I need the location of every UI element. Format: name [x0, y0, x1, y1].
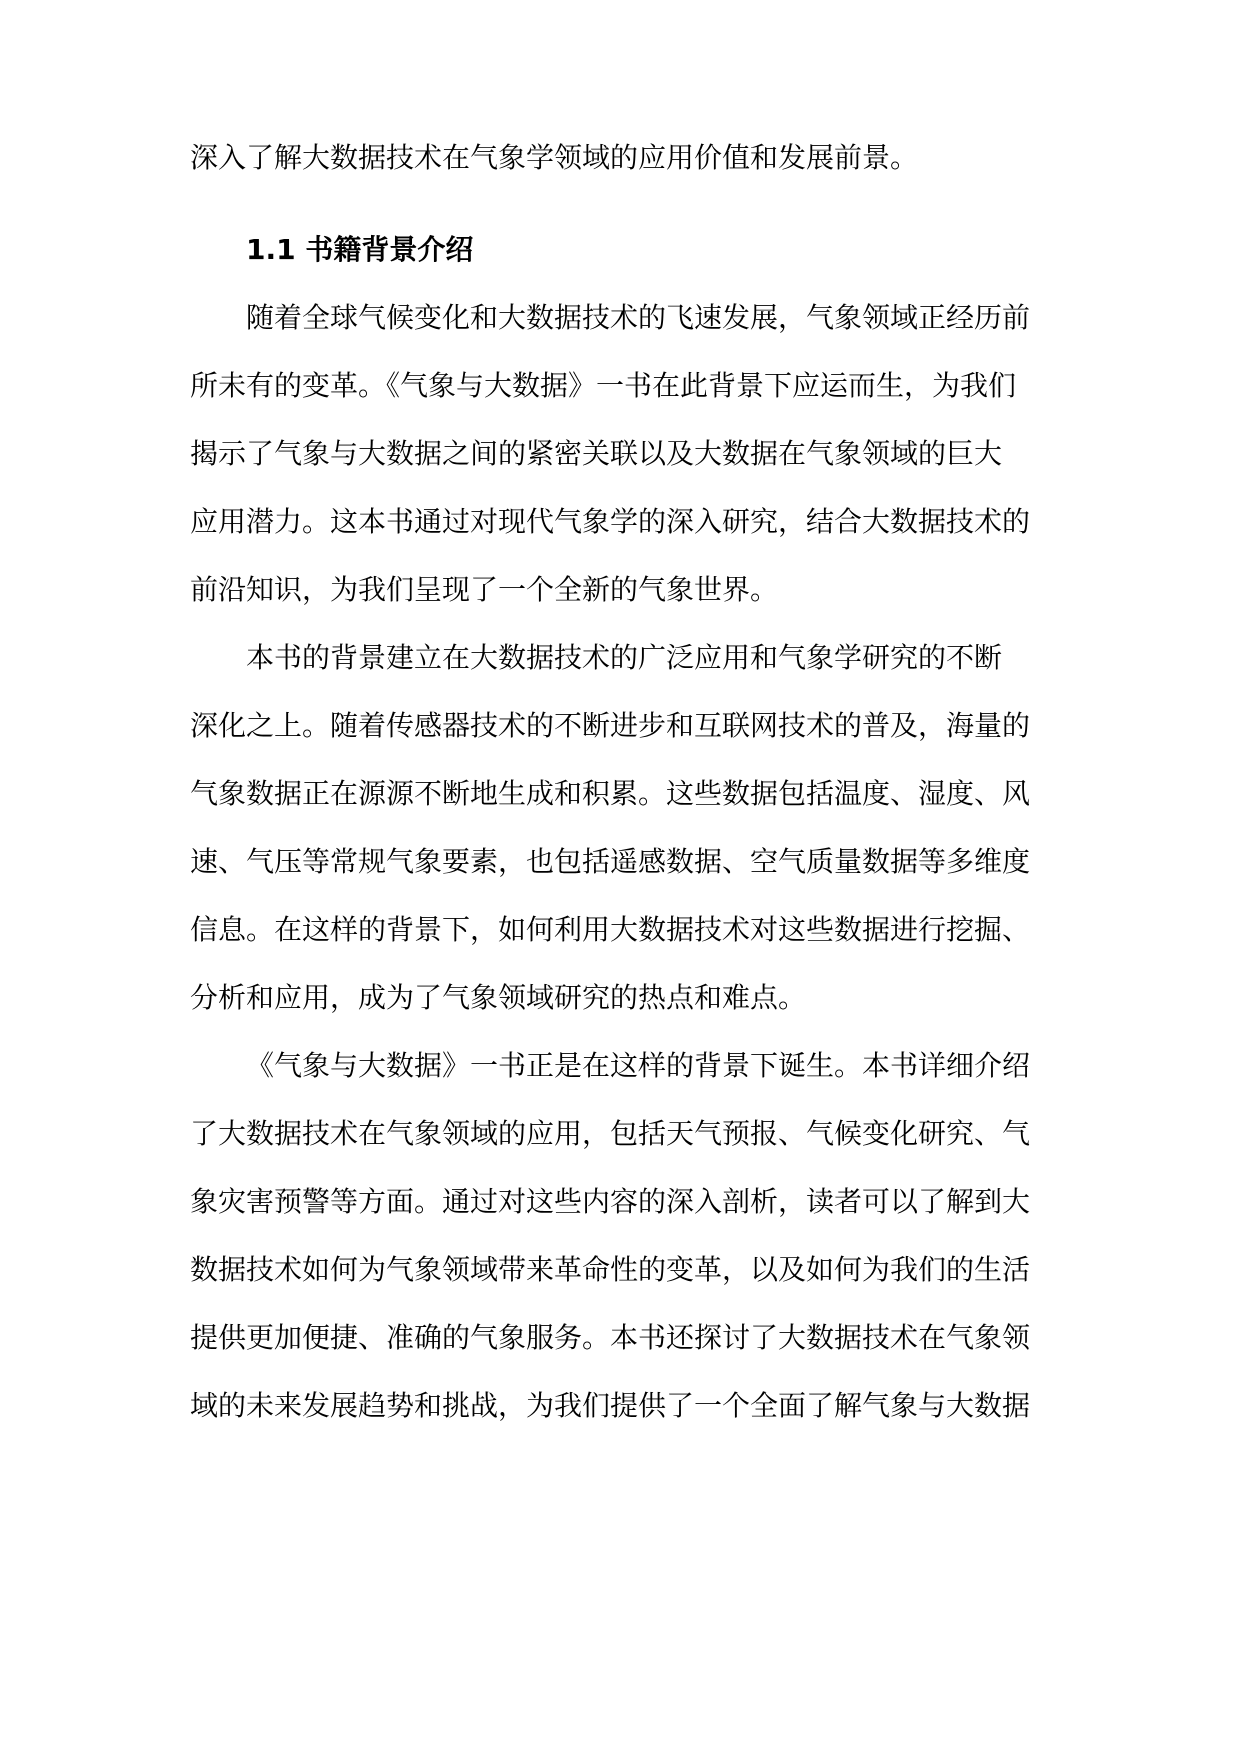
paragraph-2-line-4: 速、气压等常规气象要素，也包括遥感数据、空气质量数据等多维度 [190, 845, 1031, 878]
paragraph-2-line-5: 信息。在这样的背景下，如何利用大数据技术对这些数据进行挖掘、 [190, 913, 1031, 946]
body-text-line: 深入了解大数据技术在气象学领域的应用价值和发展前景。 [190, 141, 919, 174]
paragraph-3-line-5: 提供更加便捷、准确的气象服务。本书还探讨了大数据技术在气象领 [190, 1321, 1031, 1354]
paragraph-1-line-1: 随着全球气候变化和大数据技术的飞速发展，气象领域正经历前 [246, 301, 1031, 334]
paragraph-2-line-2: 深化之上。随着传感器技术的不断进步和互联网技术的普及，海量的 [190, 709, 1031, 742]
paragraph-2-line-3: 气象数据正在源源不断地生成和积累。这些数据包括温度、湿度、风 [190, 777, 1031, 810]
section-heading: 1.1 书籍背景介绍 [246, 233, 474, 266]
paragraph-1-line-2: 所未有的变革。《气象与大数据》一书在此背景下应运而生，为我们 [190, 369, 1017, 402]
paragraph-1-line-5: 前沿知识，为我们呈现了一个全新的气象世界。 [190, 573, 779, 606]
paragraph-3-line-6: 域的未来发展趋势和挑战，为我们提供了一个全面了解气象与大数据 [190, 1389, 1031, 1422]
paragraph-1-line-3: 揭示了气象与大数据之间的紧密关联以及大数据在气象领域的巨大 [190, 437, 1003, 470]
paragraph-3-line-1: 《气象与大数据》一书正是在这样的背景下诞生。本书详细介绍 [246, 1049, 1031, 1082]
paragraph-3-line-3: 象灾害预警等方面。通过对这些内容的深入剖析，读者可以了解到大 [190, 1185, 1031, 1218]
paragraph-3-line-2: 了大数据技术在气象领域的应用，包括天气预报、气候变化研究、气 [190, 1117, 1031, 1150]
paragraph-3-line-4: 数据技术如何为气象领域带来革命性的变革，以及如何为我们的生活 [190, 1253, 1031, 1286]
paragraph-2-line-6: 分析和应用，成为了气象领域研究的热点和难点。 [190, 981, 807, 1014]
paragraph-2-line-1: 本书的背景建立在大数据技术的广泛应用和气象学研究的不断 [246, 641, 1003, 674]
paragraph-1-line-4: 应用潜力。这本书通过对现代气象学的深入研究，结合大数据技术的 [190, 505, 1031, 538]
